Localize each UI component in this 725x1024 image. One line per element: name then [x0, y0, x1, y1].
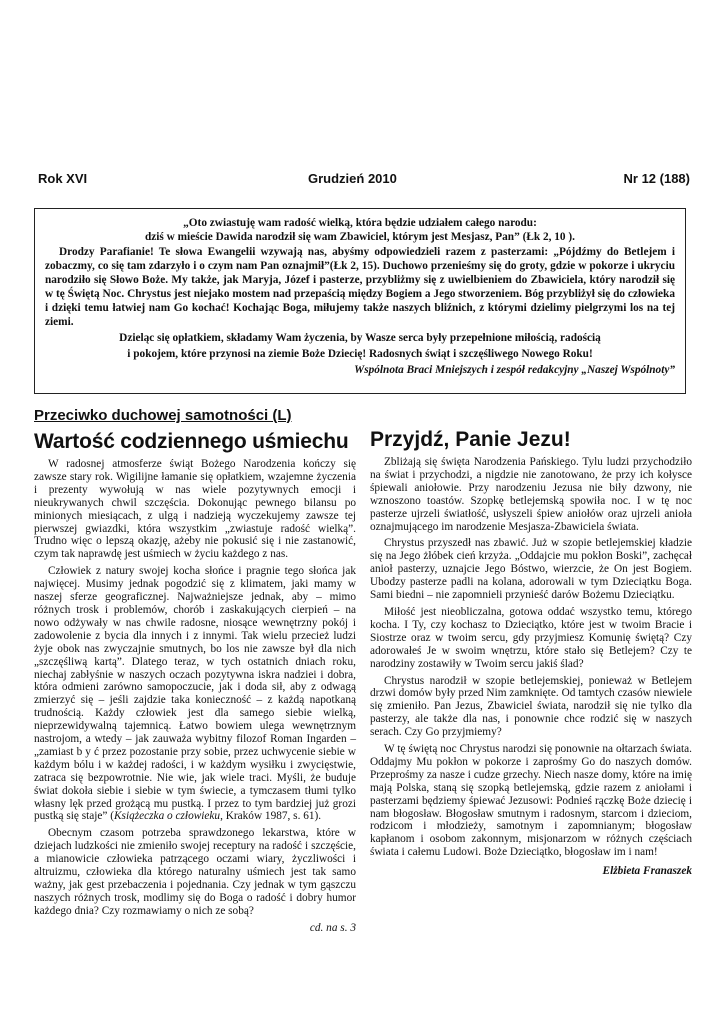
left-article-paragraph-2-text: Człowiek z natury swojej kocha słońce i pragnie tego słońca jak najwięcej. Musimy jednak pogodzić się z klimatem, jaki mamy w naszej sferze geograficznej. Najważniejsze jednak, aby – mimo różnych trosk i problemów, chorób i zaskakujących cierpień – na nowo odżywały w nas chwile radosne, niosące wewnętrzny pokój i zadowolenie z bycia dla innych i z innymi. Tak wielu przecież ludzi żyje obok nas zwyczajnie smutnych, bo los nie zawsze był dla nich „szczęśliwą kartą”. Dlatego teraz, w tych ostatnich dniach roku, niechaj zabłyśnie w naszych oczach pozytywna iskra nadziei i dobra, która odmieni zarówno samopoczucie, jak i doda sił, aby z odwagą zmierzyć się – jeśli zajdzie taka konieczność – z każdą napotkaną trudnością. Każdy człowiek jest dla samego siebie wielką, nieprzewidywalną tajemnicą. Łatwo bowiem ulega wewnętrznym nastrojom, a wtedy – jak zauważa wybitny filozof Roman Ingarden – „zamiast b y ć przez pozostanie przy sobie, przez uchwycenie siebie w każdym bólu i w każdej radości, i w każdym wysiłku i zwycięstwie, zatraca się bezpowrotnie. Nie wie, jak wiele traci. Myśli, że buduje świat dokoła siebie i siebie w tym świecie, a tymczasem tłumi tylko własny lęk przed grożącą mu pustką. I przez to tym bardziej już grozi pustką się staje”	[34, 565, 356, 823]
continued-note: cd. na s. 3	[309, 921, 356, 934]
issue-year: Rok XVI	[38, 171, 88, 186]
issue-date: Grudzień 2010	[308, 171, 397, 186]
left-article-paragraph-3: Obecnym czasom potrzeba sprawdzonego lekarstwa, które w dziejach ludzkości nie zmieniło swojej receptury na radość i szczęście, a mianowicie człowieka patrzącego oczami wiary, życzliwości i altruizmu, człowieka dla którego naturalny uśmiech jest tak samo ważny, jak gest przebaczenia i pojednania. Czy jednak w tym gąszczu naszych różnych trosk, modlimy się do Boga o radość i dobry humor każdego dnia? Czy rozmawiamy o nich ze sobą?	[34, 827, 356, 917]
greeting-wish-line-1: Dzieląc się opłatkiem, składamy Wam życzenia, by Wasze serca były przepełnione miłością, radością	[119, 332, 601, 344]
masthead	[38, 171, 690, 191]
left-article	[34, 407, 356, 939]
right-article-paragraph-1: Zbliżają się święta Narodzenia Pańskiego. Tylu ludzi przychodziło na świat i przychodzi, a nigdzie nie zanotowano, że przy ich kołysce śpiewali aniołowie. Przy narodzeniu Jezusa nie biły dzwony, nie wznoszono toastów. Szopkę betlejemską spowiła noc. I w tę noc pasterze ujrzeli światłość, usłyszeli śpiew aniołów oraz ujrzeli anioła oznajmującego im narodzenie Mesjasza-Zbawiciela świata.	[370, 456, 692, 533]
left-article-paragraph-2: Człowiek z natury swojej kocha słońce i pragnie tego słońca jak najwięcej. Musimy jednak pogodzić się z klimatem, jaki mamy w naszej sferze geograficznej. Najważniejsze jednak, aby – mimo różnych trosk i problemów, chorób i zaskakujących cierpień – na nowo odżywały w nas chwile radosne, niosące wewnętrzny pokój i zadowolenie z bycia dla innych i z innymi. Tak wielu przecież ludzi żyje obok nas zwyczajnie smutnych, bo los nie zawsze był dla nich „szczęśliwą kartą”. Dlatego teraz, w tych ostatnich dniach roku, niechaj zabłyśnie w naszych oczach pozytywna iskra nadziei i dobra, która odmieni zarówno samopoczucie, jak i doda sił, aby z odwagą zmierzyć się – jeśli zajdzie taka konieczność – z każdą napotkaną trudnością. Każdy człowiek jest dla samego siebie wielką, nieprzewidywalną tajemnicą. Łatwo bowiem ulega wewnętrznym nastrojom, a wtedy – jak zauważa wybitny filozof Roman Ingarden – „zamiast b y ć przez pozostanie przy sobie, przez uchwycenie siebie w każdym bólu i w każdej radości, i w każdym wysiłku i zwycięstwie, zatraca się bezpowrotnie. Nie wie, jak wiele traci. Myśli, że buduje świat dokoła siebie i siebie w tym świecie, a tymczasem tłumi tylko własny lęk przed grożącą mu pustką. I przez to tym bardziej już grozi pustką się staje” (Książeczka o człowieku, Kraków 1987, s. 61).	[34, 565, 356, 823]
left-article-citation-title: Książeczka o człowieku	[114, 810, 221, 823]
greeting-paragraph: Drodzy Parafianie! Te słowa Ewangelii wzywają nas, abyśmy odpowiedzieli razem z pasterzami: „Pójdźmy do Betlejem i zobaczmy, co się tam zdarzyło i o czym nam Pan oznajmił”(Łk 2, 15). Duchowo przenieśmy się do groty, gdzie w pokorze i ukryciu narodziło się Słowo Boże. My także, jak Maryja, Józef i pasterze, przybliżmy się z uwielbieniem do Zbawiciela, który narodził się w tę Świętą Noc. Chrystus jest niejako mostem nad przepaścią między Bogiem a Jego stworzeniem. Bóg przybliżył się do człowieka i dzięki temu łatwiej nam Go kochać! Kochając Boga, miłujemy także naszych bliźnich, z którymi dzielimy pielgrzymi los na tej ziemi.	[45, 246, 675, 328]
left-article-title: Wartość codziennego uśmiechu	[34, 430, 349, 453]
greeting-quote-line-1: „Oto zwiastuję wam radość wielką, która będzie udziałem całego narodu:	[183, 217, 537, 229]
christmas-greeting-box	[34, 208, 686, 394]
right-article-paragraph-2: Chrystus przyszedł nas zbawić. Już w szopie betlejemskiej kładzie się na Jego żłóbek cień krzyża. „Oddajcie mu pokłon Boski”, zachęcał anioł pasterzy, uznajcie Jego Bóstwo, wierzcie, że On jest Bogiem. Ubodzy pasterze padli na kolana, adorowali w tym Dzieciątku Boga. Sami biedni – nie zapomnieli przynieść darów Bożemu Dzieciątku.	[370, 537, 692, 602]
right-article	[370, 427, 692, 882]
right-article-paragraph-3: Miłość jest nieobliczalna, gotowa oddać wszystko temu, którego kocha. I Ty, czy kochasz to Dzieciątko, które jest w twoim Bracie i Siostrze oraz w twoim sercu, gdy przyjmiesz Komunię świętą? Czy adorowałeś Je w swoim wnętrzu, które stało się Betlejem? Czy te narodziny zostawiły w Twoim sercu jakiś ślad?	[370, 605, 692, 670]
issue-number: Nr 12 (188)	[623, 171, 690, 186]
left-article-citation-rest: , Kraków 1987, s. 61).	[220, 810, 322, 823]
left-article-kicker: Przeciwko duchowej samotności (L)	[34, 407, 292, 424]
left-article-paragraph-1: W radosnej atmosferze świąt Bożego Narodzenia kończy się zawsze stary rok. Wigilijne łamanie się opłatkiem, wzajemne życzenia i prezenty wywołują w nas wiele pozytywnych emocji i nieukrywanych chwil szczęścia. Dokonując pewnego bilansu po minionych miesiącach, z ulgą i nadzieją wyczekujemy zawsze tej pierwszej gwiazdki, która wszystkim „zwiastuje radość wielką”. Trudno więc o lepszą okazję, ażeby nie pokusić się i nie zastanowić, czym tak naprawdę jest uśmiech w życiu każdego z nas.	[34, 458, 356, 561]
right-article-title: Przyjdź, Panie Jezu!	[370, 428, 571, 451]
greeting-signature: Wspólnota Braci Mniejszych i zespół redakcyjny „Naszej Wspólnoty”	[354, 364, 675, 376]
greeting-quote-line-2: dziś w mieście Dawida narodził się wam Zbawiciel, którym jest Mesjasz, Pan” (Łk 2, 10 ).	[145, 231, 575, 243]
right-article-author: Elżbieta Franaszek	[602, 865, 692, 878]
right-article-paragraph-5: W tę świętą noc Chrystus narodzi się ponownie na ołtarzach świata. Oddajmy Mu pokłon w pokorze i zaprośmy Go do naszych domów. Przeprośmy za nasze i cudze grzechy. Niech nasze domy, które na imię mają Polska, staną się szopką betlejemską, gdzie razem z aniołami i pasterzami będziemy śpiewać Jezusowi: Podnieś rączkę Boże dziecię i nam błogosław. Błogosław smutnym i radosnym, starcom i dzieciom, rodzicom i młodzieży, samotnym i zapomnianym; błogosław kapłanom i osobom zakonnym, misjonarzom w różnych częściach świata i całemu Ludowi. Boże Dzieciątko, błogosław im i nam!	[370, 743, 692, 859]
greeting-wish-line-2: i pokojem, które przynosi na ziemie Boże Dziecię! Radosnych świąt i szczęśliwego Nowego Roku!	[127, 348, 593, 360]
column-divider	[362, 427, 363, 987]
right-article-paragraph-4: Chrystus narodził w szopie betlejemskiej, ponieważ w Betlejem drzwi domów były przed Nim zamknięte. Od tamtych czasów niewiele się zmieniło. Pan Jezus, Zbawiciel świata, narodził się nie tylko dla pasterzy, ale także dla nas, i ponownie chce rodzić się w naszych serach. Czy Go przyjmiemy?	[370, 674, 692, 739]
